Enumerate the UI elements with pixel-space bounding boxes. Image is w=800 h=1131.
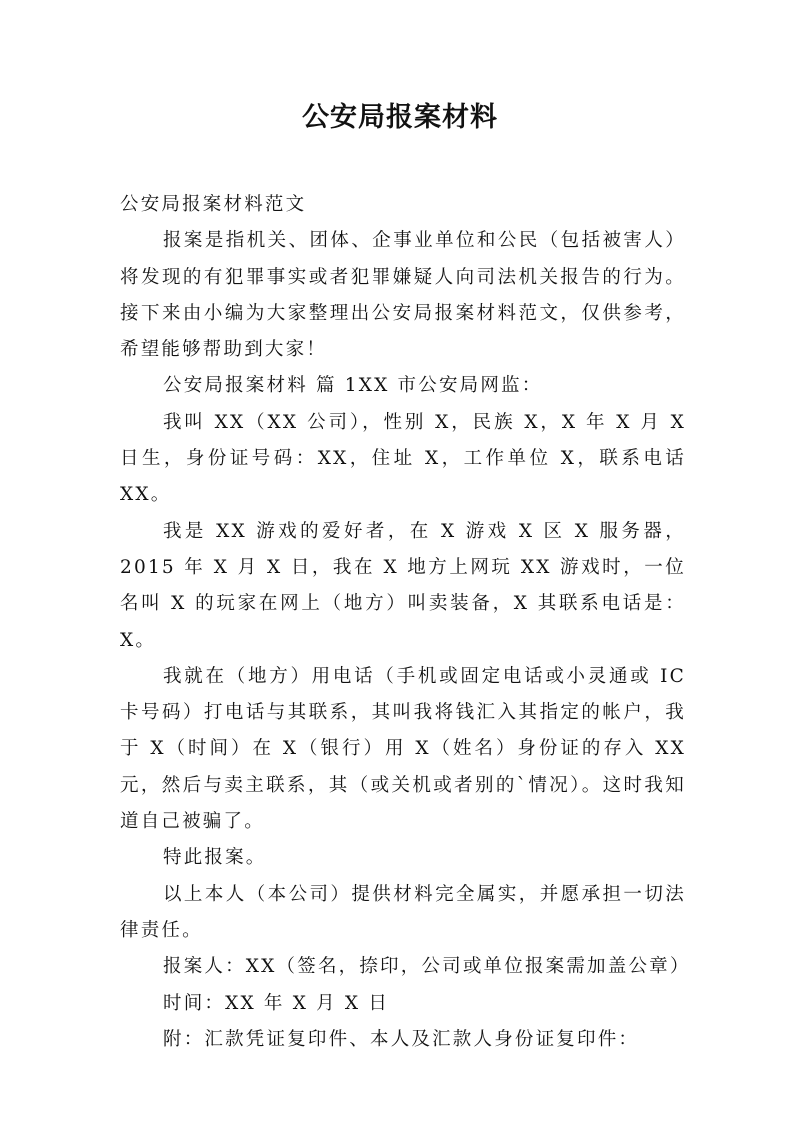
paragraph-personal-info: 我叫 XX（XX 公司），性别 X，民族 X，X 年 X 月 X 日生，身份证号码：XX，住址 X，工作单位 X，联系电话 XX。 [120, 411, 686, 506]
paragraph-subtitle: 公安局报案材料范文 [120, 194, 307, 215]
paragraph-reporter: 报案人：XX（签名，捺印，公司或单位报案需加盖公章） [163, 956, 691, 978]
paragraph-intro: 报案是指机关、团体、企事业单位和公民（包括被害人）将发现的有犯罪事实或者犯罪嫌疑人向司法机关报告的行为。接下来由小编为大家整理出公安局报案材料范文，仅供参考，希望能够帮助到大家！ [120, 230, 686, 361]
document-body [120, 187, 691, 1058]
document-title: 公安局报案材料 [302, 102, 498, 133]
paragraph-payment-details: 我就在（地方）用电话（手机或固定电话或小灵通或 IC 卡号码）打电话与其联系，其叫我将钱汇入其指定的帐户，我于 X（时间）在 X（银行）用 X（姓名）身份证的存入 XX 元，然后与卖主联系，其（或关机或者别的`情况）。这时我知道自己被骗了。 [120, 665, 686, 833]
paragraph-declaration: 以上本人（本公司）提供材料完全属实，并愿承担一切法律责任。 [120, 883, 686, 941]
paragraph-game-incident: 我是 XX 游戏的爱好者，在 X 游戏 X 区 X 服务器，2015 年 X 月 X 日，我在 X 地方上网玩 XX 游戏时，一位名叫 X 的玩家在网上（地方）叫卖装备，X 其联系电话是：X。 [120, 520, 686, 651]
paragraph-attachments: 附：汇款凭证复印件、本人及汇款人身份证复印件： [163, 1028, 640, 1050]
paragraph-date: 时间：XX 年 X 月 X 日 [163, 992, 390, 1014]
paragraph-addressee: 公安局报案材料 篇 1XX 市公安局网监： [163, 375, 543, 397]
paragraph-report-statement: 特此报案。 [163, 847, 267, 869]
